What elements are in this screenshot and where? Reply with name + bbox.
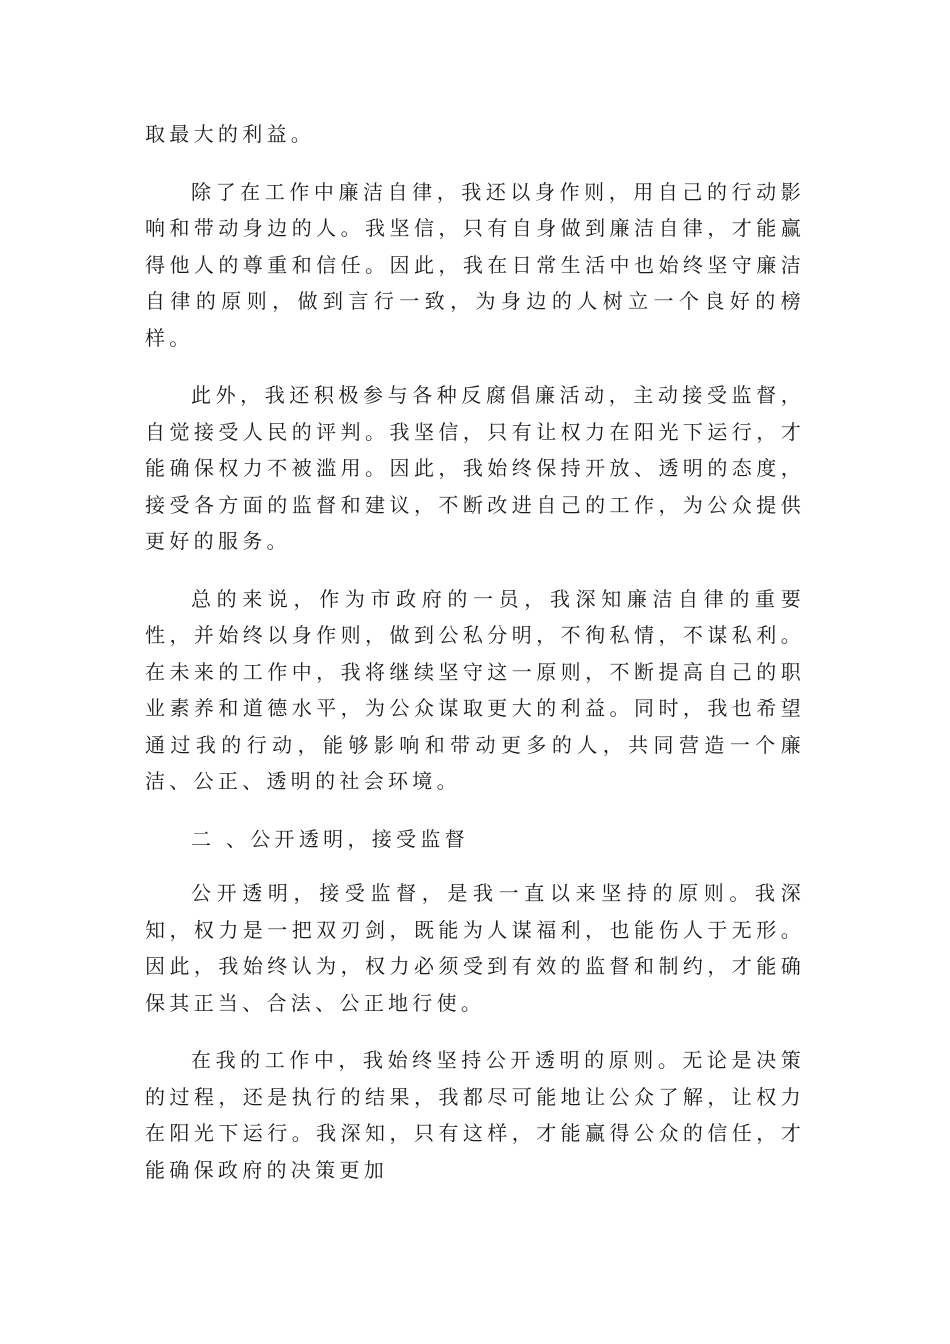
- document-body: [145, 116, 805, 1209]
- paragraph-transparency-practice: 在我的工作中，我始终坚持公开透明的原则。无论是决策的过程，还是执行的结果，我都尽可能地让公众了解，让权力在阳光下运行。我深知，只有这样，才能赢得公众的信任，才能确保政府的决策更加: [145, 1048, 805, 1182]
- paragraph-anti-corruption: 此外，我还积极参与各种反腐倡廉活动，主动接受监督，自觉接受人民的评判。我坚信，只有让权力在阳光下运行，才能确保权力不被滥用。因此，我始终保持开放、透明的态度，接受各方面的监督和建议，不断改进自己的工作，为公众提供更好的服务。: [145, 383, 805, 553]
- section-heading: 二 、公开透明，接受监督: [191, 826, 469, 851]
- paragraph-continuation: 取最大的利益。: [145, 122, 316, 146]
- paragraph-summary: 总的来说，作为市政府的一员，我深知廉洁自律的重要性，并始终以身作则，做到公私分明，不徇私情，不谋私利。在未来的工作中，我将继续坚守这一原则，不断提高自己的职业素养和道德水平，为公众谋取更大的利益。同时，我也希望通过我的行动，能够影响和带动更多的人，共同营造一个廉洁、公正、透明的社会环境。: [145, 586, 805, 793]
- paragraph-lead-by-example: 除了在工作中廉洁自律，我还以身作则，用自己的行动影响和带动身边的人。我坚信，只有自身做到廉洁自律，才能赢得他人的尊重和信任。因此，我在日常生活中也始终坚守廉洁自律的原则，做到言行一致，为身边的人树立一个良好的榜样。: [145, 179, 805, 350]
- paragraph-transparency-principle: 公开透明，接受监督，是我一直以来坚持的原则。我深知，权力是一把双刃剑，既能为人谋福利，也能伤人于无形。因此，我始终认为，权力必须受到有效的监督和制约，才能确保其正当、合法、公正地行使。: [145, 881, 805, 1015]
